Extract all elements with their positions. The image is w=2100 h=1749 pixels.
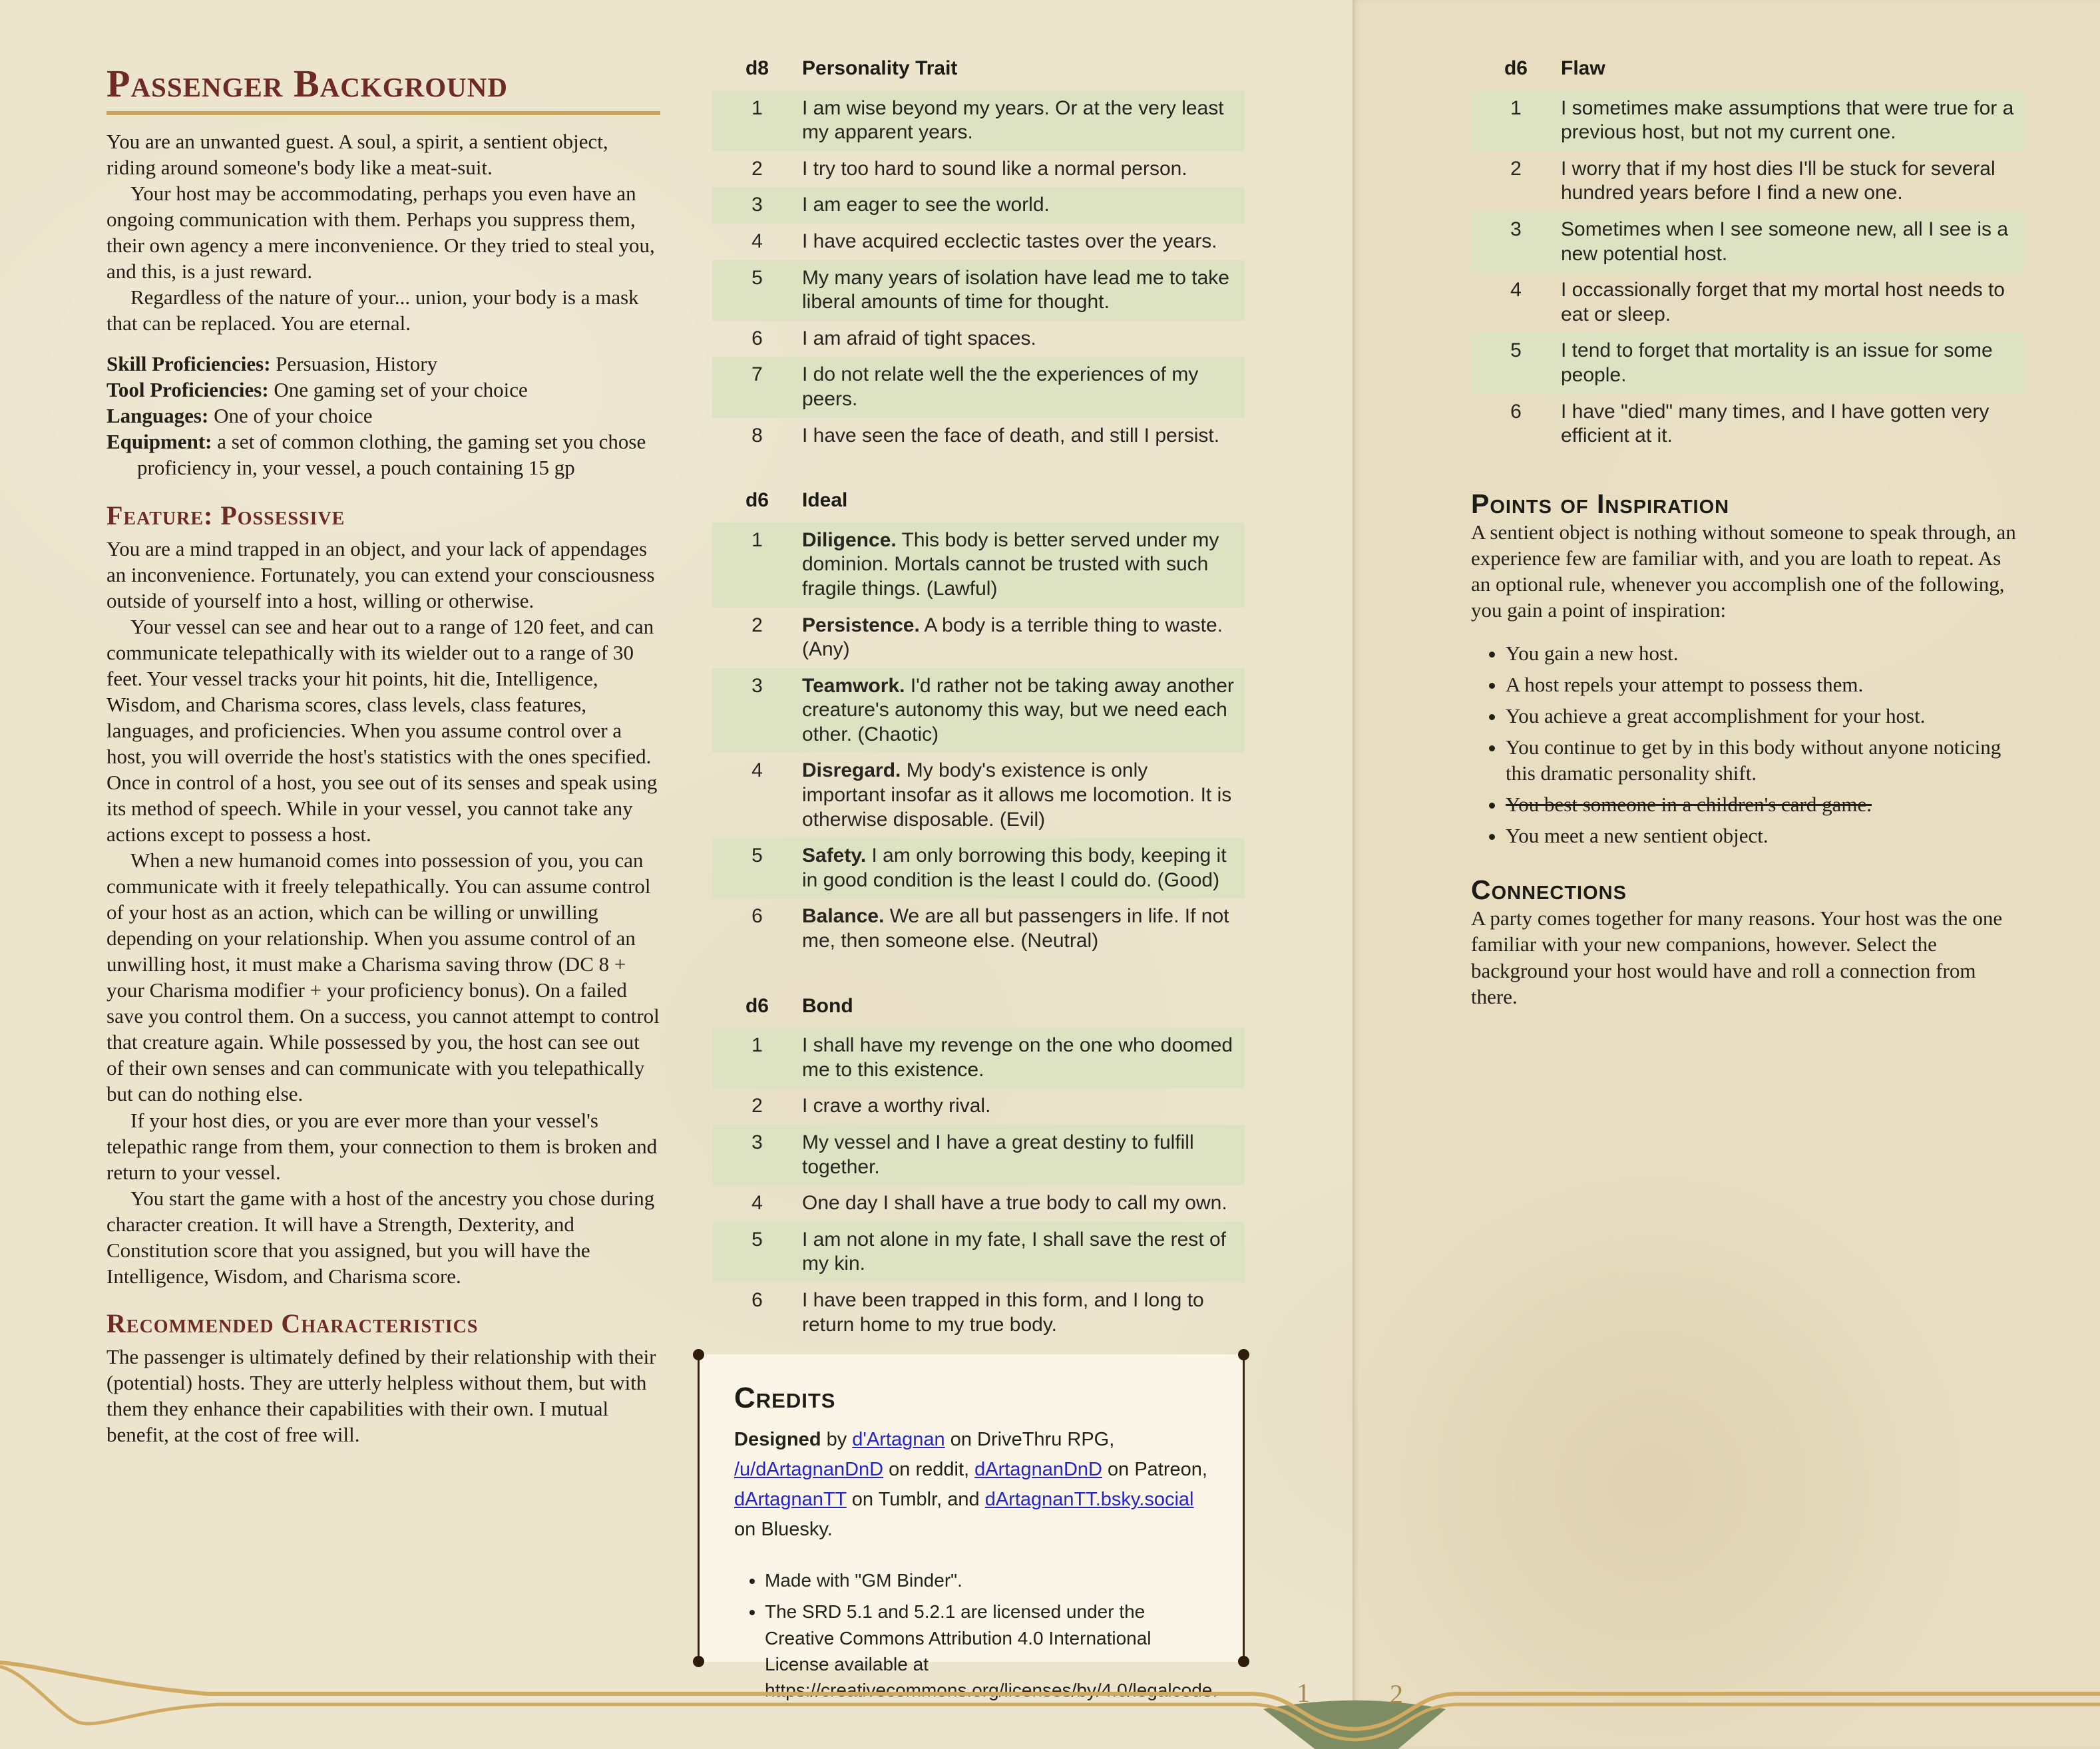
table-row bbox=[1471, 333, 2025, 393]
roll-description: One day I shall have a true body to call my own. bbox=[802, 1192, 1227, 1215]
proficiency-list bbox=[106, 351, 660, 481]
connections-heading: Connections bbox=[1471, 874, 1627, 906]
table-row bbox=[712, 1125, 1245, 1185]
table-row bbox=[712, 260, 1245, 321]
ideal-lead-word: Disregard. bbox=[802, 759, 901, 782]
personality-trait bbox=[712, 57, 1245, 454]
table-row bbox=[1471, 91, 2025, 151]
paragraph: You are a mind trapped in an object, and your lack of appendages an inconvenience. Fortunately, you can extend your consciousness outside of yourself into a host, willing or otherwise. bbox=[106, 536, 655, 612]
table-row bbox=[712, 838, 1245, 898]
feature-paragraphs bbox=[106, 536, 660, 1289]
byline-text: by bbox=[821, 1429, 853, 1451]
credits-heading: Credits bbox=[734, 1382, 836, 1414]
bullet-item: • You achieve a great accomplishment for your host. bbox=[1506, 703, 2025, 729]
roll-number: 3 bbox=[751, 194, 763, 216]
byline-text: on DriveThru RPG, bbox=[945, 1429, 1115, 1451]
die-column-header: d6 bbox=[1504, 57, 1528, 79]
paragraph: Your vessel can see and hear out to a range of 120 feet, and can communicate telepathically with its wielder out to a range of 30 feet. Your vessel tracks your hit points, hit die, Intelligence, Wisdom, and Charisma scores, class levels, class features, languages, and proficiencies. When you assume control over a host, you will override the host's statistics with the ones specified. Once in control of a host, you see out of its senses and speak using its method of speech. While in your vessel, you cannot take any actions except to possess a host. bbox=[106, 614, 658, 847]
ideal bbox=[712, 488, 1245, 960]
byline-text: on Tumblr, and bbox=[846, 1489, 985, 1511]
proficiency-line: Tool Proficiencies: One gaming set of your choice bbox=[106, 378, 528, 402]
roll-description: I try too hard to sound like a normal person. bbox=[802, 157, 1187, 180]
proficiency-label: Tool Proficiencies: bbox=[106, 378, 269, 402]
table-row bbox=[712, 898, 1245, 959]
roll-number: 5 bbox=[751, 266, 763, 289]
points-of-inspiration-paragraphs bbox=[1471, 519, 2025, 623]
roll-description: I am afraid of tight spaces. bbox=[802, 327, 1036, 349]
credit-link[interactable]: /u/dArtagnanDnD bbox=[734, 1459, 884, 1481]
proficiency-line: Skill Proficiencies: Persuasion, History bbox=[106, 352, 438, 376]
table-row bbox=[712, 1222, 1245, 1282]
credit-link[interactable]: dArtagnanTT bbox=[734, 1489, 847, 1511]
roll-number: 6 bbox=[1510, 400, 1522, 423]
flaw bbox=[1471, 57, 2025, 455]
table-row bbox=[712, 608, 1245, 668]
die-column-header: d6 bbox=[745, 994, 769, 1017]
proficiency-label: Skill Proficiencies: bbox=[106, 352, 271, 376]
roll-description: I tend to forget that mortality is an issue for some people. bbox=[1561, 339, 1993, 386]
table-row bbox=[712, 91, 1245, 151]
table-column-header: Ideal bbox=[802, 489, 848, 512]
table-row bbox=[1471, 151, 2025, 212]
die-column-header: d8 bbox=[745, 57, 769, 79]
roll-number: 5 bbox=[751, 1228, 763, 1251]
table-column-header: Bond bbox=[802, 994, 853, 1017]
proficiency-label: Equipment: bbox=[106, 430, 212, 454]
paragraph: When a new humanoid comes into possession of you, you can communicate with it freely telepathically. You can assume control of your host as an action, which can be willing or unwilling depending on your relationship. When you assume control of an unwilling host, it must make a Charisma saving throw (DC 8 + your Charisma modifier + your proficiency bonus). On a failed save you control them. On a success, you cannot attempt to control that creature again. While possessed by you, the host can see out of their own senses and can communicate with you telepathically but can do nothing else. bbox=[106, 849, 660, 1106]
paragraph: A sentient object is nothing without someone to speak through, an experience few are familiar with, and you are loath to repeat. As an optional rule, whenever you accomplish one of the following, you gain a point of inspiration: bbox=[1471, 520, 2016, 622]
roll-number: 1 bbox=[751, 528, 763, 551]
roll-description: I worry that if my host dies I'll be stuck for several hundred years before I find a new one. bbox=[1561, 157, 1995, 204]
table-header-row bbox=[712, 488, 1245, 522]
paragraph: Your host may be accommodating, perhaps you even have an ongoing communication with them. Perhaps you suppress them, their own agency a mere inconvenience. Or they tried to steal you, and this, is a just reward. bbox=[106, 181, 655, 284]
roll-description: I sometimes make assumptions that were true for a previous host, but not my current one. bbox=[1561, 97, 2014, 144]
table-row bbox=[1471, 272, 2025, 333]
roll-description: Disregard. My body's existence is only important insofar as it allows me locomotion. It is otherwise disposable. (Evil) bbox=[802, 759, 1232, 831]
feature-heading: Feature: Possessive bbox=[106, 500, 345, 530]
roll-number: 1 bbox=[751, 1034, 763, 1057]
paragraph: You are an unwanted guest. A soul, a spirit, a sentient object, riding around someone's body like a meat-suit. bbox=[106, 129, 608, 179]
paragraph: Regardless of the nature of your... union, your body is a mask that can be replaced. You are eternal. bbox=[106, 286, 639, 335]
roll-number: 5 bbox=[1510, 339, 1522, 362]
table-row bbox=[712, 668, 1245, 753]
ideal-lead-word: Diligence. bbox=[802, 528, 897, 551]
credits-corner-dot bbox=[1238, 1349, 1249, 1360]
roll-description: I am wise beyond my years. Or at the very least my apparent years. bbox=[802, 97, 1224, 144]
roll-description: Safety. I am only borrowing this body, keeping it in good condition is the least I could do. (Good) bbox=[802, 845, 1227, 891]
table-row bbox=[712, 1028, 1245, 1088]
bond-table bbox=[712, 994, 1245, 1344]
roll-description: My vessel and I have a great destiny to fulfill together. bbox=[802, 1131, 1194, 1178]
recommended-heading: Recommended Characteristics bbox=[106, 1308, 479, 1338]
footer-flourish bbox=[0, 1629, 2100, 1749]
roll-number: 6 bbox=[751, 327, 763, 349]
roll-description: I have seen the face of death, and still I persist. bbox=[802, 424, 1220, 447]
bullet-item: • You meet a new sentient object. bbox=[1506, 823, 2025, 849]
page-number-1: 1 bbox=[1297, 1678, 1310, 1708]
recommended-paragraphs bbox=[106, 1344, 660, 1448]
page-number-2: 2 bbox=[1390, 1679, 1403, 1709]
byline-text: on Bluesky. bbox=[734, 1519, 833, 1541]
right-column bbox=[1471, 57, 2025, 1010]
roll-number: 2 bbox=[751, 157, 763, 180]
roll-description: I have acquired ecclectic tastes over the years. bbox=[802, 230, 1217, 252]
table-column-header: Personality Trait bbox=[802, 57, 958, 79]
left-column bbox=[106, 64, 660, 1448]
roll-number: 3 bbox=[1510, 218, 1522, 240]
table-row bbox=[712, 1185, 1245, 1222]
table-row bbox=[712, 224, 1245, 260]
paragraph: If your host dies, or you are ever more than your vessel's telepathic range from them, your connection to them is broken and return to your vessel. bbox=[106, 1108, 658, 1184]
credit-link[interactable]: dArtagnanDnD bbox=[974, 1459, 1102, 1481]
roll-number: 2 bbox=[751, 614, 763, 636]
byline-text: on reddit, bbox=[883, 1459, 975, 1481]
roll-number: 4 bbox=[751, 1192, 763, 1215]
table-header-row bbox=[712, 994, 1245, 1028]
credits-box bbox=[698, 1354, 1245, 1700]
footer-gold-line-bottom bbox=[0, 1666, 2100, 1740]
ideal-lead-word: Teamwork. bbox=[802, 674, 905, 697]
table-row bbox=[712, 1088, 1245, 1125]
table-row bbox=[712, 321, 1245, 357]
roll-number: 5 bbox=[751, 845, 763, 867]
roll-description: My many years of isolation have lead me to take liberal amounts of time for thought. bbox=[802, 266, 1229, 313]
roll-number: 3 bbox=[751, 1131, 763, 1153]
roll-number: 3 bbox=[751, 674, 763, 697]
byline-text: on Patreon, bbox=[1102, 1459, 1207, 1481]
ideal-lead-word: Persistence. bbox=[802, 614, 920, 636]
connections-paragraphs bbox=[1471, 905, 2025, 1009]
table-header-row bbox=[1471, 57, 2025, 91]
roll-description: Balance. We are all but passengers in life. If not me, then someone else. (Neutral) bbox=[802, 905, 1229, 952]
die-column-header: d6 bbox=[745, 489, 769, 512]
title-divider bbox=[106, 111, 660, 115]
proficiency-line: Languages: One of your choice bbox=[106, 404, 373, 428]
roll-number: 7 bbox=[751, 363, 763, 386]
credits-byline bbox=[734, 1425, 1208, 1545]
roll-number: 2 bbox=[751, 1095, 763, 1117]
table-row bbox=[1471, 394, 2025, 455]
footer-gold-line-top bbox=[0, 1662, 2100, 1729]
credit-link[interactable]: d'Artagnan bbox=[852, 1429, 945, 1451]
paragraph: A party comes together for many reasons. Your host was the one familiar with your new companions, however. Select the background your host would have and roll a connection from there. bbox=[1471, 906, 2003, 1008]
roll-number: 2 bbox=[1510, 157, 1522, 180]
roll-number: 4 bbox=[751, 759, 763, 782]
middle-column bbox=[712, 57, 1245, 1378]
bond bbox=[712, 994, 1245, 1344]
table-row bbox=[712, 151, 1245, 188]
roll-number: 1 bbox=[1510, 97, 1522, 119]
roll-description: Sometimes when I see someone new, all I see is a new potential host. bbox=[1561, 218, 2009, 265]
table-header-row bbox=[712, 57, 1245, 91]
table-row bbox=[712, 418, 1245, 455]
roll-description: I do not relate well the the experiences of my peers. bbox=[802, 363, 1199, 410]
inspiration-bullet-list bbox=[1471, 640, 2025, 849]
table-row bbox=[712, 357, 1245, 417]
table-row bbox=[712, 187, 1245, 224]
proficiency-label: Languages: bbox=[106, 404, 209, 428]
ideal-table bbox=[712, 488, 1245, 960]
bullet-item: • You continue to get by in this body without anyone noticing this dramatic personality shift. bbox=[1506, 734, 2025, 786]
roll-description: I occassionally forget that my mortal host needs to eat or sleep. bbox=[1561, 279, 2005, 325]
table-row bbox=[1471, 212, 2025, 272]
bullet-item: • You best someone in a children's card game. bbox=[1506, 791, 2025, 817]
byline-bold-text: Designed bbox=[734, 1429, 821, 1451]
paragraph: The passenger is ultimately defined by their relationship with their (potential) hosts. They are utterly helpless without them, but with them they enhance their capabilities with their own. I mutual benefit, at the cost of free will. bbox=[106, 1344, 656, 1446]
proficiency-line: Equipment: a set of common clothing, the gaming set you chose proficiency in, your vessel, a pouch containing 15 gp bbox=[106, 430, 646, 480]
personality-trait-table bbox=[712, 57, 1245, 454]
bullet-item: • The SRD 5.1 and 5.2.1 are licensed under the Creative Commons Attribution 4.0 International License available at https://creativecommons.org/licenses/by/4.0/legalcode. bbox=[765, 1599, 1208, 1703]
ideal-lead-word: Balance. bbox=[802, 905, 885, 928]
points-of-inspiration-heading: Points of Inspiration bbox=[1471, 488, 1730, 519]
credits-corner-dot bbox=[693, 1349, 704, 1360]
roll-description: I have "died" many times, and I have gotten very efficient at it. bbox=[1561, 400, 1990, 447]
table-row bbox=[712, 753, 1245, 838]
credit-link[interactable]: dArtagnanTT.bsky.social bbox=[984, 1489, 1194, 1511]
roll-number: 1 bbox=[751, 97, 763, 119]
roll-description: I am eager to see the world. bbox=[802, 194, 1050, 216]
intro-paragraphs bbox=[106, 128, 660, 336]
roll-description: Persistence. A body is a terrible thing to waste. (Any) bbox=[802, 614, 1223, 661]
table-column-header: Flaw bbox=[1561, 57, 1605, 79]
table-row bbox=[712, 1282, 1245, 1343]
roll-number: 4 bbox=[1510, 279, 1522, 301]
bullet-item: • You gain a new host. bbox=[1506, 640, 2025, 666]
bullet-item: • Made with "GM Binder". bbox=[765, 1567, 1208, 1593]
roll-description: I have been trapped in this form, and I long to return home to my true body. bbox=[802, 1288, 1204, 1336]
roll-description: I shall have my revenge on the one who doomed me to this existence. bbox=[802, 1034, 1233, 1081]
roll-description: I crave a worthy rival. bbox=[802, 1095, 991, 1117]
page-title: Passenger Background bbox=[106, 62, 508, 105]
bullet-item: • A host repels your attempt to possess them. bbox=[1506, 672, 2025, 697]
roll-number: 4 bbox=[751, 230, 763, 252]
roll-number: 8 bbox=[751, 424, 763, 447]
roll-description: Diligence. This body is better served under my dominion. Mortals cannot be trusted with such fragile things. (Lawful) bbox=[802, 528, 1219, 600]
roll-number: 6 bbox=[751, 905, 763, 928]
roll-number: 6 bbox=[751, 1288, 763, 1311]
table-row bbox=[712, 522, 1245, 608]
flaw-table bbox=[1471, 57, 2025, 455]
ideal-lead-word: Safety. bbox=[802, 845, 867, 867]
roll-description: I am not alone in my fate, I shall save the rest of my kin. bbox=[802, 1228, 1226, 1275]
paragraph: You start the game with a host of the ancestry you chose during character creation. It will have a Strength, Dexterity, and Constitution score that you assigned, but you will have the Intelligence, Wisdom, and Charisma score. bbox=[106, 1186, 655, 1288]
roll-description: Teamwork. I'd rather not be taking away another creature's autonomy this way, but we need each other. (Chaotic) bbox=[802, 674, 1234, 745]
footer-green-banner bbox=[1263, 1700, 1446, 1749]
